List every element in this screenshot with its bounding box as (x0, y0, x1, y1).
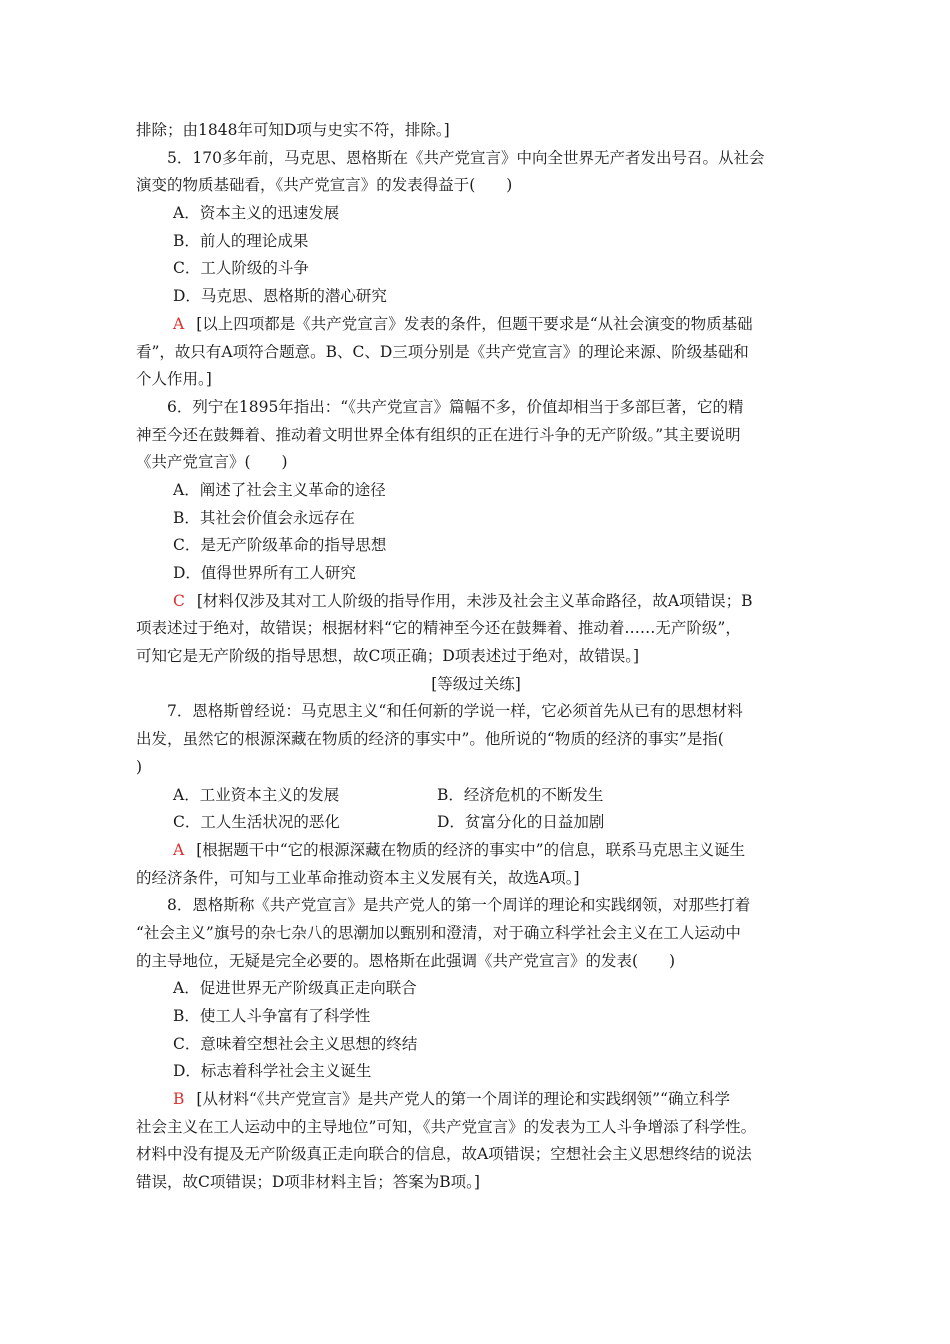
question-stem: 《共产党宣言》( ) (136, 453, 288, 472)
question-stem: 7．恩格斯曾经说：马克思主义“和任何新的学说一样，它必须首先从已有的思想材料 (167, 702, 743, 721)
question-stem: 8．恩格斯称《共产党宣言》是共产党人的第一个周详的理论和实践纲领，对那些打着 (167, 896, 751, 915)
option-d: D．标志着科学社会主义诞生 (173, 1062, 372, 1081)
explanation-text: 材料中没有提及无产阶级真正走向联合的信息，故A项错误；空想社会主义思想终结的说法 (136, 1145, 752, 1164)
question-stem: 6．列宁在1895年指出：“《共产党宣言》篇幅不多，价值却相当于多部巨著，它的精 (167, 397, 744, 416)
answer-letter: A (173, 840, 185, 859)
explanation (136, 311, 816, 339)
question-7 (136, 698, 816, 892)
question-stem: ) (136, 757, 143, 776)
explanation-text: [根据题干中“它的根源深藏在物质的经济的事实中”的信息，联系马克思主义诞生 (196, 840, 746, 859)
option-d: D．值得世界所有工人研究 (173, 564, 356, 582)
question-stem: 出发，虽然它的根源深藏在物质的经济的事实中”。他所说的“物质的经济的事实”是指( (136, 730, 724, 749)
explanation (136, 837, 816, 865)
answer-letter: A (173, 314, 185, 333)
option-row (136, 782, 816, 810)
option-row (136, 809, 816, 837)
explanation (136, 1086, 816, 1114)
question-stem: “社会主义”旗号的杂七杂八的思潮加以甄别和澄清，对于确立科学社会主义在工人运动中 (136, 923, 741, 942)
explanation-text: 个人作用。] (136, 370, 212, 389)
option-b: B．前人的理论成果 (173, 231, 309, 250)
question-stem: 神至今还在鼓舞着、推动着文明世界全体有组织的正在进行斗争的无产阶级。”其主要说明 (136, 425, 741, 444)
explanation-text: 错误，故C项错误；D项非材料主旨；答案为B项。] (136, 1173, 480, 1192)
option-a: A．促进世界无产阶级真正走向联合 (173, 979, 417, 998)
question-stem: 5．170多年前，马克思、恩格斯在《共产党宣言》中向全世界无产者发出号召。从社会 (167, 148, 765, 167)
question-stem: 演变的物质基础看，《共产党宣言》的发表得益于( ) (136, 176, 513, 195)
explanation-text: 社会主义在工人运动中的主导地位”可知，《共产党宣言》的发表为工人斗争增添了科学性。 (136, 1117, 757, 1136)
question-6 (136, 394, 816, 671)
option-a: A．资本主义的迅速发展 (173, 204, 340, 223)
question-8 (136, 892, 816, 1197)
document-page (136, 117, 816, 1197)
option-d: D．马克思、恩格斯的潜心研究 (173, 287, 387, 306)
explanation-text: [从材料“《共产党宣言》是共产党人的第一个周详的理论和实践纲领”“确立科学 (196, 1090, 730, 1109)
explanation-text: 项表述过于绝对，故错误；根据材料“它的精神至今还在鼓舞着、推动着……无产阶级”， (136, 619, 741, 638)
explanation-text: 可知它是无产阶级的指导思想，故C项正确；D项表述过于绝对，故错误。] (136, 647, 640, 666)
answer-letter: C (173, 591, 185, 610)
question-5 (136, 145, 816, 394)
answer-letter: B (173, 1090, 185, 1109)
section-heading: [等级过关练] (431, 674, 521, 693)
option-b: B．经济危机的不断发生 (437, 785, 604, 804)
explanation-text: 的经济条件，可知与工业革命推动资本主义发展有关，故选A项。] (136, 868, 580, 887)
option-d: D．贫富分化的日益加剧 (437, 813, 605, 832)
explanation-text: 看”，故只有A项符合题意。B、C、D三项分别是《共产党宣言》的理论来源、阶级基础和 (136, 342, 749, 361)
explanation-text: [以上四项都是《共产党宣言》发表的条件，但题干要求是“从社会演变的物质基础 (196, 314, 753, 333)
option-c: C．是无产阶级革命的指导思想 (173, 536, 387, 555)
text-line: 排除；由1848年可知D项与史实不符，排除。] (136, 121, 450, 139)
option-a: A．阐述了社会主义革命的途径 (173, 480, 386, 499)
explanation-text: [材料仅涉及其对工人阶级的指导作用，未涉及社会主义革命路径，故A项错误；B (196, 591, 753, 610)
question-stem: 的主导地位，无疑是完全必要的。恩格斯在此强调《共产党宣言》的发表( ) (136, 951, 676, 970)
option-c: C．意味着空想社会主义思想的终结 (173, 1034, 418, 1053)
option-a: A．工业资本主义的发展 (173, 785, 340, 804)
explanation (136, 588, 816, 616)
option-c: C．工人阶级的斗争 (173, 259, 309, 278)
option-c: C．工人生活状况的恶化 (173, 813, 340, 832)
option-b: B．其社会价值会永远存在 (173, 508, 355, 527)
option-b: B．使工人斗争富有了科学性 (173, 1007, 371, 1025)
